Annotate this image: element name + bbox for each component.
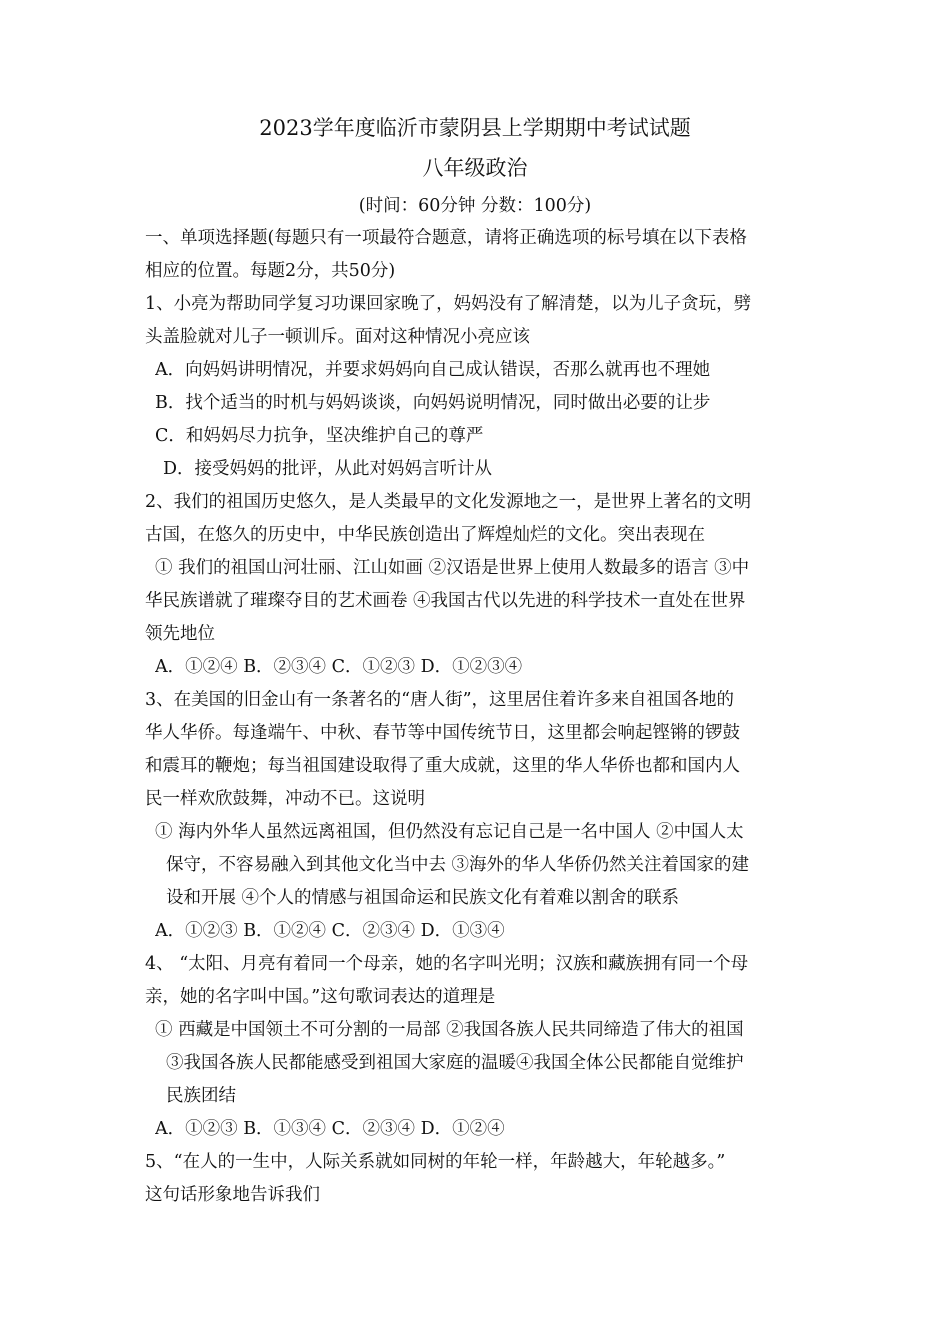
exam-subject: 八年级政治 (422, 156, 528, 180)
section-heading: 一、单项选择题(每题只有一项最符合题意，请将正确选项的标号填在以下表格 (145, 228, 747, 248)
q1-stem: 1、小亮为帮助同学复习功课回家晚了，妈妈没有了解清楚，以为儿子贪玩，劈 (145, 294, 752, 314)
q4-statements-cont: ③我国各族人民都能感受到祖国大家庭的温暖④我国全体公民都能自觉维护 (166, 1053, 744, 1073)
q2-stem: 2、我们的祖国历史悠久，是人类最早的文化发源地之一，是世界上著名的文明 (145, 492, 752, 512)
q4-answer-options: A．①②③ B．①③④ C．②③④ D．①②④ (155, 1119, 505, 1139)
q3-statements-cont: 保守，不容易融入到其他文化当中去 ③海外的华人华侨仍然关注着国家的建 (166, 855, 750, 875)
q1-option-a: A．向妈妈讲明情况，并要求妈妈向自己成认错误，否那么就再也不理她 (155, 360, 711, 380)
q4-statements: ① 西藏是中国领土不可分割的一局部 ②我国各族人民共同缔造了伟大的祖国 (155, 1020, 744, 1040)
exam-title: 2023学年度临沂市蒙阴县上学期期中考试试题 (259, 116, 691, 140)
q5-stem-cont: 这句话形象地告诉我们 (145, 1185, 320, 1205)
q1-option-b: B．找个适当的时机与妈妈谈谈，向妈妈说明情况，同时做出必要的让步 (155, 393, 711, 413)
q4-stem: 4、 “太阳、月亮有着同一个母亲，她的名字叫光明；汉族和藏族拥有同一个母 (145, 954, 749, 974)
q3-stem-cont: 华人华侨。每逢端午、中秋、春节等中国传统节日，这里都会响起铿锵的锣鼓 (145, 723, 740, 743)
q3-statements: ① 海内外华人虽然远离祖国，但仍然没有忘记自己是一名中国人 ②中国人太 (155, 822, 744, 842)
section-heading-cont: 相应的位置。每题2分，共50分) (145, 261, 396, 281)
q2-statements: ① 我们的祖国山河壮丽、江山如画 ②汉语是世界上使用人数最多的语言 ③中 (155, 558, 750, 578)
q2-statements-cont: 华民族谱就了璀璨夺目的艺术画卷 ④我国古代以先进的科学技术一直处在世界 (145, 591, 746, 611)
q2-stem-cont: 古国，在悠久的历史中，中华民族创造出了辉煌灿烂的文化。突出表现在 (145, 525, 705, 545)
q3-statements-cont: 设和开展 ④个人的情感与祖国命运和民族文化有着难以割舍的联系 (166, 888, 680, 908)
q4-stem-cont: 亲，她的名字叫中国。”这句歌词表达的道理是 (145, 987, 496, 1007)
q2-answer-options: A．①②④ B．②③④ C．①②③ D．①②③④ (155, 657, 523, 677)
q2-statements-cont: 领先地位 (145, 624, 215, 644)
q3-answer-options: A．①②③ B．①②④ C．②③④ D．①③④ (155, 921, 505, 941)
q1-stem-cont: 头盖脸就对儿子一顿训斥。面对这种情况小亮应该 (145, 327, 530, 347)
q3-stem: 3、在美国的旧金山有一条著名的“唐人街”，这里居住着许多来自祖国各地的 (145, 690, 735, 710)
exam-time-and-score: (时间：60分钟 分数：100分) (358, 196, 592, 216)
q5-stem: 5、“在人的一生中，人际关系就如同树的年轮一样，年龄越大，年轮越多。” (145, 1152, 726, 1172)
q1-option-c: C．和妈妈尽力抗争，坚决维护自己的尊严 (155, 426, 484, 446)
q3-stem-cont: 和震耳的鞭炮；每当祖国建设取得了重大成就，这里的华人华侨也都和国内人 (145, 756, 740, 776)
q1-option-d: D．接受妈妈的批评，从此对妈妈言听计从 (163, 459, 493, 479)
q4-statements-cont: 民族团结 (166, 1086, 236, 1106)
q3-stem-cont: 民一样欢欣鼓舞，冲动不已。这说明 (145, 789, 425, 809)
